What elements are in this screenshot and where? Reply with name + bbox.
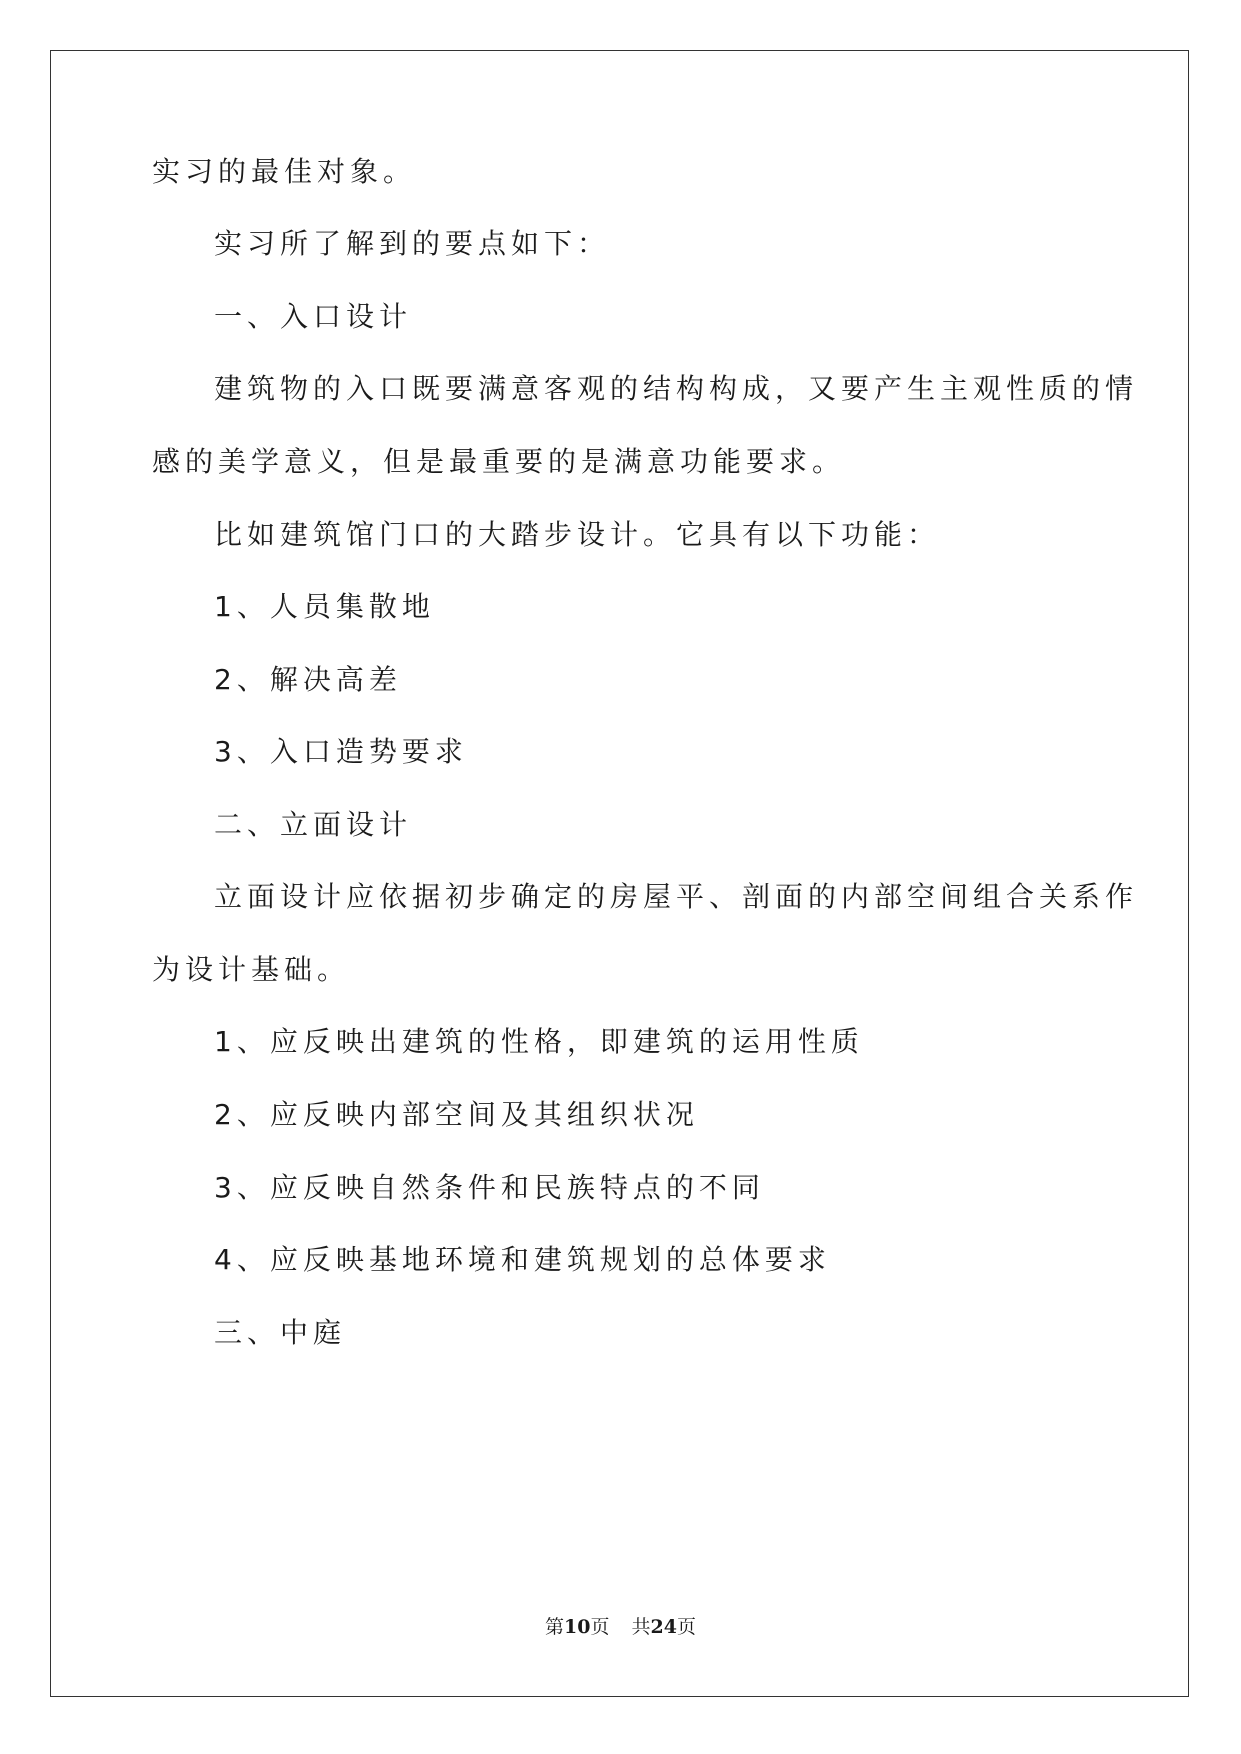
paragraph-line: 为设计基础。: [152, 953, 351, 986]
total-prefix: 共: [631, 1616, 651, 1638]
list-item: 3、应反映自然条件和民族特点的不同: [214, 1171, 765, 1204]
current-page-number: 10: [564, 1616, 591, 1638]
list-item: 2、应反映内部空间及其组织状况: [214, 1098, 699, 1131]
total-unit: 页: [676, 1616, 696, 1638]
section-heading: 三、中庭: [214, 1316, 347, 1349]
list-item: 1、应反映出建筑的性格，即建筑的运用性质: [214, 1025, 864, 1058]
total-page-count: 24: [650, 1616, 677, 1638]
section-heading: 二、立面设计: [214, 808, 413, 841]
list-item: 3、入口造势要求: [214, 735, 468, 768]
section-heading: 一、入口设计: [214, 300, 413, 333]
list-item: 1、人员集散地: [214, 590, 435, 623]
page-footer: [0, 1614, 1241, 1640]
page-prefix: 第: [545, 1616, 565, 1638]
paragraph-line: 立面设计应依据初步确定的房屋平、剖面的内部空间组合关系作: [214, 880, 1139, 913]
page-unit: 页: [590, 1616, 610, 1638]
paragraph-line: 感的美学意义，但是最重要的是满意功能要求。: [152, 445, 846, 478]
paragraph-line: 比如建筑馆门口的大踏步设计。它具有以下功能：: [214, 518, 941, 551]
paragraph-line: 实习所了解到的要点如下：: [214, 227, 611, 260]
paragraph-line: 实习的最佳对象。: [152, 155, 417, 188]
list-item: 2、解决高差: [214, 663, 402, 696]
paragraph-line: 建筑物的入口既要满意客观的结构构成，又要产生主观性质的情: [214, 372, 1139, 405]
list-item: 4、应反映基地环境和建筑规划的总体要求: [214, 1243, 831, 1276]
